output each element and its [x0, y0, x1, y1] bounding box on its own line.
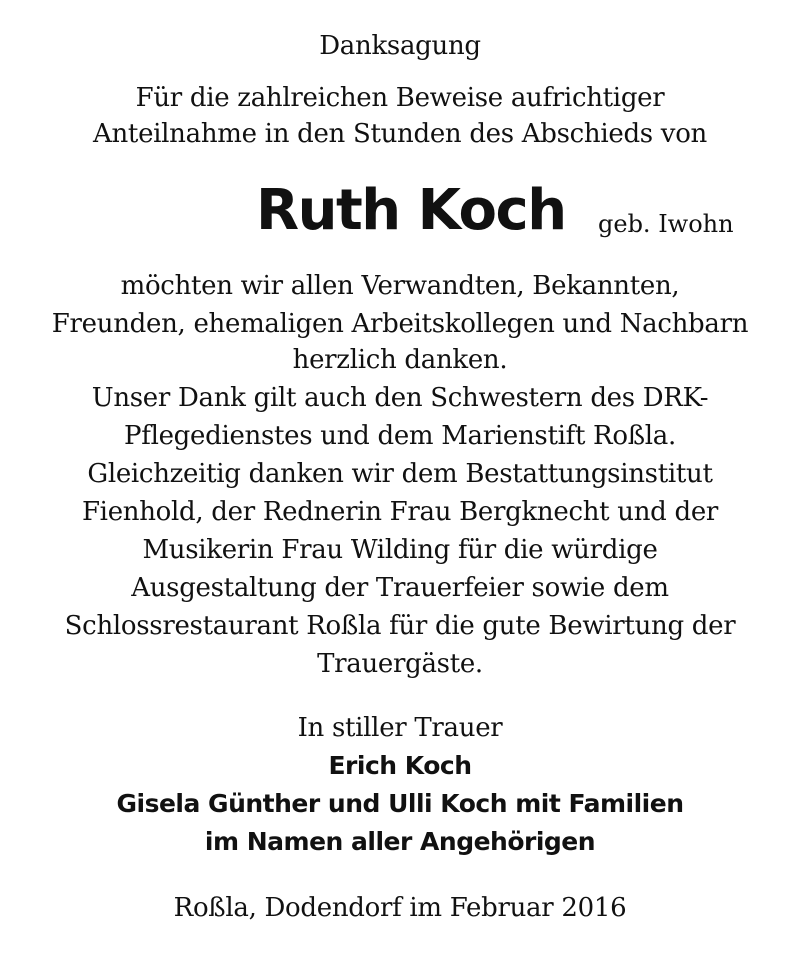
intro-line: Anteilnahme in den Stunden des Abschieds von: [93, 119, 707, 149]
body-line: Ausgestaltung der Trauerfeier sowie dem: [131, 573, 669, 603]
body-line: Freunden, ehemaligen Arbeitskollegen und Nachbarn: [51, 309, 749, 339]
mourning-phrase: In stiller Trauer: [297, 713, 503, 743]
birth-name: geb. Iwohn: [598, 210, 734, 238]
signatory: Gisela Günther und Ulli Koch mit Familien: [116, 789, 684, 818]
body-line: Schlossrestaurant Roßla für die gute Bewirtung der: [64, 611, 736, 641]
deceased-name: Ruth Koch: [256, 178, 566, 243]
body-line: Fienhold, der Rednerin Frau Bergknecht und der: [81, 497, 719, 527]
place-and-date: Roßla, Dodendorf im Februar 2016: [173, 893, 627, 923]
body-line: Unser Dank gilt auch den Schwestern des DRK-: [91, 383, 709, 413]
signatory: Erich Koch: [328, 751, 472, 780]
signatory: im Namen aller Angehörigen: [204, 827, 596, 856]
body-line: Trauergäste.: [317, 649, 483, 679]
intro-line: Für die zahlreichen Beweise aufrichtiger: [135, 83, 665, 113]
body-line: herzlich danken.: [292, 345, 508, 375]
body-line: Musikerin Frau Wilding für die würdige: [142, 535, 658, 565]
deceased-name-row: [0, 176, 800, 246]
notice-heading: Danksagung: [319, 31, 481, 61]
body-line: möchten wir allen Verwandten, Bekannten,: [120, 271, 680, 301]
body-line: Gleichzeitig danken wir dem Bestattungsinstitut: [87, 459, 713, 489]
body-line: Pflegedienstes und dem Marienstift Roßla.: [124, 421, 676, 451]
